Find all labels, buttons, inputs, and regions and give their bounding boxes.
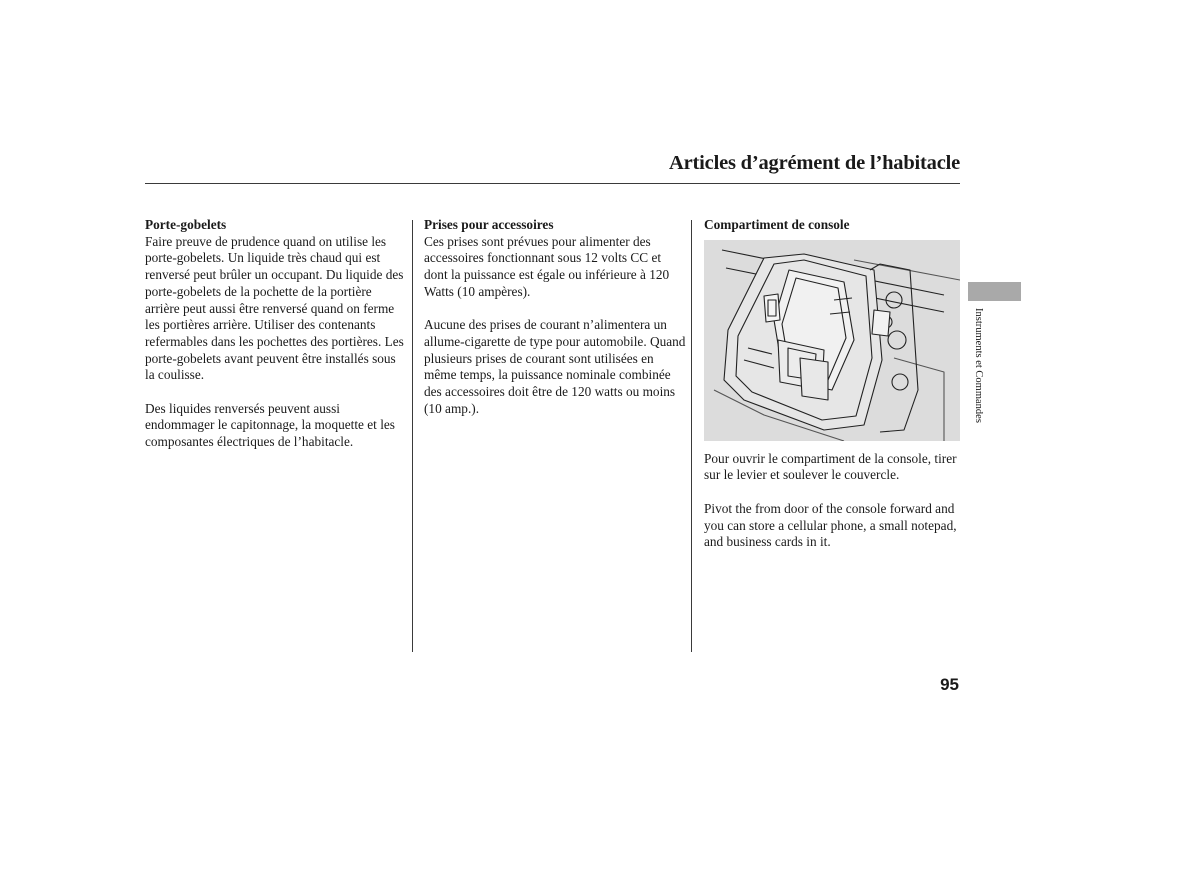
page-title: Articles d’agrément de l’habitacle: [669, 152, 960, 174]
column-divider: [412, 220, 413, 652]
header-rule: [145, 183, 960, 184]
section-side-label: Instruments et Commandes: [973, 308, 984, 423]
paragraph: Pivot the from door of the console forward and you can store a cellular phone, a small notepad, and business cards in it.: [704, 500, 957, 550]
console-compartment-illustration: [704, 240, 960, 441]
paragraph: Faire preuve de prudence quand on utilise les porte-gobelets. Un liquide très chaud qui est renversé peut brûler un occupant. Du liquide des porte-gobelets de la pochette de la portière arrière peut aussi être renversé quand on ferme les portières arrière. Utiliser des contenants refermables dans les pochettes des portières. Les porte-gobelets avant peuvent être installés sous la coulisse.: [145, 233, 404, 383]
section-heading: Compartiment de console: [704, 217, 850, 232]
paragraph: Aucune des prises de courant n’alimentera un allume-cigarette de type pour automobile. Quand plusieurs prises de courant sont utilisées en même temps, la puissance nominale combinée des accessoires doit être de 120 watts ou moins (10 amp.).: [424, 317, 686, 416]
paragraph: Ces prises sont prévues pour alimenter des accessoires fonctionnant sous 12 volts CC et dont la puissance est égale ou inférieure à 120 Watts (10 ampères).: [424, 233, 670, 299]
column-accessory-outlets: [424, 217, 686, 434]
paragraph: Pour ouvrir le compartiment de la console, tirer sur le levier et soulever le couvercle.: [704, 450, 957, 483]
section-heading: Porte-gobelets: [145, 217, 227, 232]
column-console-compartment: [704, 217, 960, 568]
paragraph: Des liquides renversés peuvent aussi endommager le capitonnage, la moquette et les composantes électriques de l’habitacle.: [145, 400, 395, 450]
section-tab-marker: [968, 282, 1021, 301]
section-heading: Prises pour accessoires: [424, 217, 554, 232]
page-number: 95: [940, 675, 959, 694]
column-cup-holders: [145, 217, 407, 468]
column-divider: [691, 220, 692, 652]
